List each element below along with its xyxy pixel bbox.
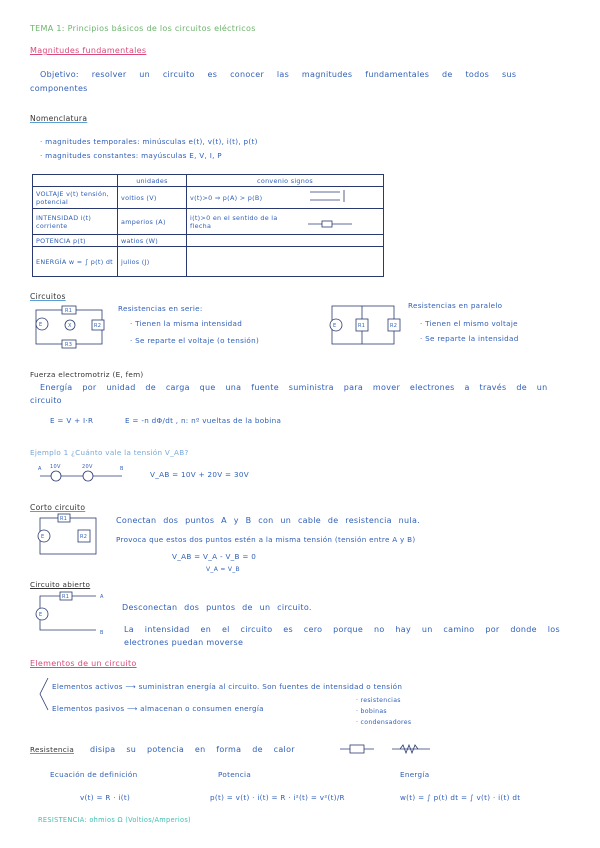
label-x: X (68, 323, 72, 329)
label-e: E (39, 322, 43, 328)
equation-power: p(t) = v(t) · i(t) = R · i²(t) = v²(t)/R (210, 793, 345, 802)
abierto-line-3: electrones puedan moverse (124, 638, 244, 647)
label-20v: 20V (82, 464, 93, 470)
section-nomenclatura: Nomenclatura (30, 114, 88, 123)
pasivos-item: · bobinas (356, 708, 387, 715)
ejemplo-equation: V_AB = 10V + 20V = 30V (150, 470, 249, 479)
nomenclatura-item-2: · magnitudes constantes: mayúsculas E, V, I, P (40, 151, 222, 160)
table-cell-name: POTENCIA p(t) (33, 235, 118, 247)
brace-icon (38, 676, 52, 716)
table-header (33, 175, 118, 187)
fem-line-2: circuito (30, 396, 62, 405)
ecuacion-definicion-label: Ecuación de definición (50, 770, 138, 779)
pasivos-item: · condensadores (356, 719, 412, 726)
section-resistencia: Resistencia (30, 745, 75, 754)
label-r2: R2 (80, 534, 88, 540)
potencia-label: Potencia (218, 770, 252, 779)
open-circuit-diagram (36, 590, 116, 640)
label-e: E (41, 534, 45, 540)
abierto-line-2: La intensidad en el circuito es cero porque no hay un camino por donde los (124, 625, 560, 634)
table-cell-unit: amperios (A) (118, 209, 187, 235)
elementos-activos: Elementos activos ⟶ suministran energía al circuito. Son fuentes de intensidad o tensión (52, 682, 403, 691)
table-cell-name: ENERGÍA w = ∫ p(t) dt (33, 247, 118, 277)
short-circuit-diagram (36, 512, 106, 562)
elementos-pasivos: Elementos pasivos ⟶ almacenan o consumen energía (52, 704, 264, 713)
equation-energy: w(t) = ∫ p(t) dt = ∫ v(t) · i(t) dt (400, 793, 521, 802)
serie-title: Resistencias en serie: (118, 304, 203, 313)
table-cell-conv: i(t)>0 en el sentido de la flecha (187, 209, 384, 235)
serie-item-1: · Tienen la misma intensidad (130, 319, 243, 328)
section-circuitos: Circuitos (30, 292, 66, 301)
pasivos-item: · resistencias (356, 697, 401, 704)
table-cell-name: VOLTAJE v(t) tensión, potencial (33, 187, 118, 209)
parallel-circuit-diagram (326, 302, 406, 350)
sign-convention-diagram (300, 186, 360, 246)
fem-line-1: Energía por unidad de carga que una fuente suministra para mover electrones a través de un (40, 383, 548, 392)
table-cell-unit: voltios (V) (118, 187, 187, 209)
label-b: B (100, 630, 104, 636)
objetivo-line-2: componentes (30, 84, 88, 93)
paralelo-title: Resistencias en paralelo (408, 301, 503, 310)
label-b: B (120, 466, 124, 472)
table-cell-unit: julios (J) (118, 247, 187, 277)
section-magnitudes: Magnitudes fundamentales (30, 46, 147, 55)
page-title: TEMA 1: Principios básicos de los circuitos eléctricos (30, 24, 256, 33)
equation-definition: v(t) = R · i(t) (80, 793, 131, 802)
corto-line-2: Provoca que estos dos puntos estén a la misma tensión (tensión entre A y B) (116, 535, 416, 544)
label-r1: R1 (60, 516, 68, 522)
table-header: unidades (118, 175, 187, 187)
objetivo-line-1: Objetivo: resolver un circuito es conocer las magnitudes fundamentales de todos sus (40, 70, 517, 79)
corto-equation-2: V_A = V_B (206, 566, 240, 573)
ejemplo-circuit-diagram (36, 464, 136, 488)
resistencia-desc: disipa su potencia en forma de calor (90, 745, 295, 754)
label-e: E (39, 612, 43, 618)
nomenclatura-item-1: · magnitudes temporales: minúsculas e(t), v(t), i(t), p(t) (40, 137, 258, 146)
section-fem: Fuerza electromotriz (E, fem) (30, 370, 144, 379)
table-cell-unit: watios (W) (118, 235, 187, 247)
paralelo-item-2: · Se reparte la intensidad (420, 334, 519, 343)
corto-equation: V_AB = V_A - V_B = 0 (172, 552, 257, 561)
section-corto: Corto circuito (30, 503, 86, 512)
paralelo-item-1: · Tienen el mismo voltaje (420, 319, 518, 328)
label-r1: R1 (62, 594, 70, 600)
series-circuit-diagram (32, 302, 112, 350)
table-cell-conv: v(t)>0 ⇒ p(A) > p(B) (187, 187, 384, 209)
table-cell-name: INTENSIDAD i(t) corriente (33, 209, 118, 235)
energia-label: Energía (400, 770, 430, 779)
serie-item-2: · Se reparte el voltaje (o tensión) (130, 336, 260, 345)
label-r2: R2 (94, 323, 102, 329)
resistor-symbols (340, 742, 440, 756)
label-a: A (100, 594, 104, 600)
ejemplo-title: Ejemplo 1 ¿Cuánto vale la tensión V_AB? (30, 448, 189, 457)
section-elementos: Elementos de un circuito (30, 659, 137, 668)
corto-line-1: Conectan dos puntos A y B con un cable de resistencia nula. (116, 516, 420, 525)
label-r1: R1 (358, 323, 366, 329)
fem-equation-2: E = -n dΦ/dt , n: nº vueltas de la bobina (125, 416, 282, 425)
label-e: E (333, 323, 337, 329)
label-a: A (38, 466, 42, 472)
table-header: convenio signos (187, 175, 384, 187)
label-r2: R2 (390, 323, 398, 329)
label-r1: R1 (65, 308, 73, 314)
label-10v: 10V (50, 464, 61, 470)
section-abierto: Circuito abierto (30, 580, 91, 589)
fem-equation-1: E = V + I·R (50, 416, 94, 425)
resistencia-units: RESISTENCIA: ohmios Ω (Voltios/Amperios) (38, 816, 191, 824)
label-r3: R3 (65, 342, 73, 348)
abierto-line-1: Desconectan dos puntos de un circuito. (122, 603, 312, 612)
table-cell-conv (187, 247, 384, 277)
